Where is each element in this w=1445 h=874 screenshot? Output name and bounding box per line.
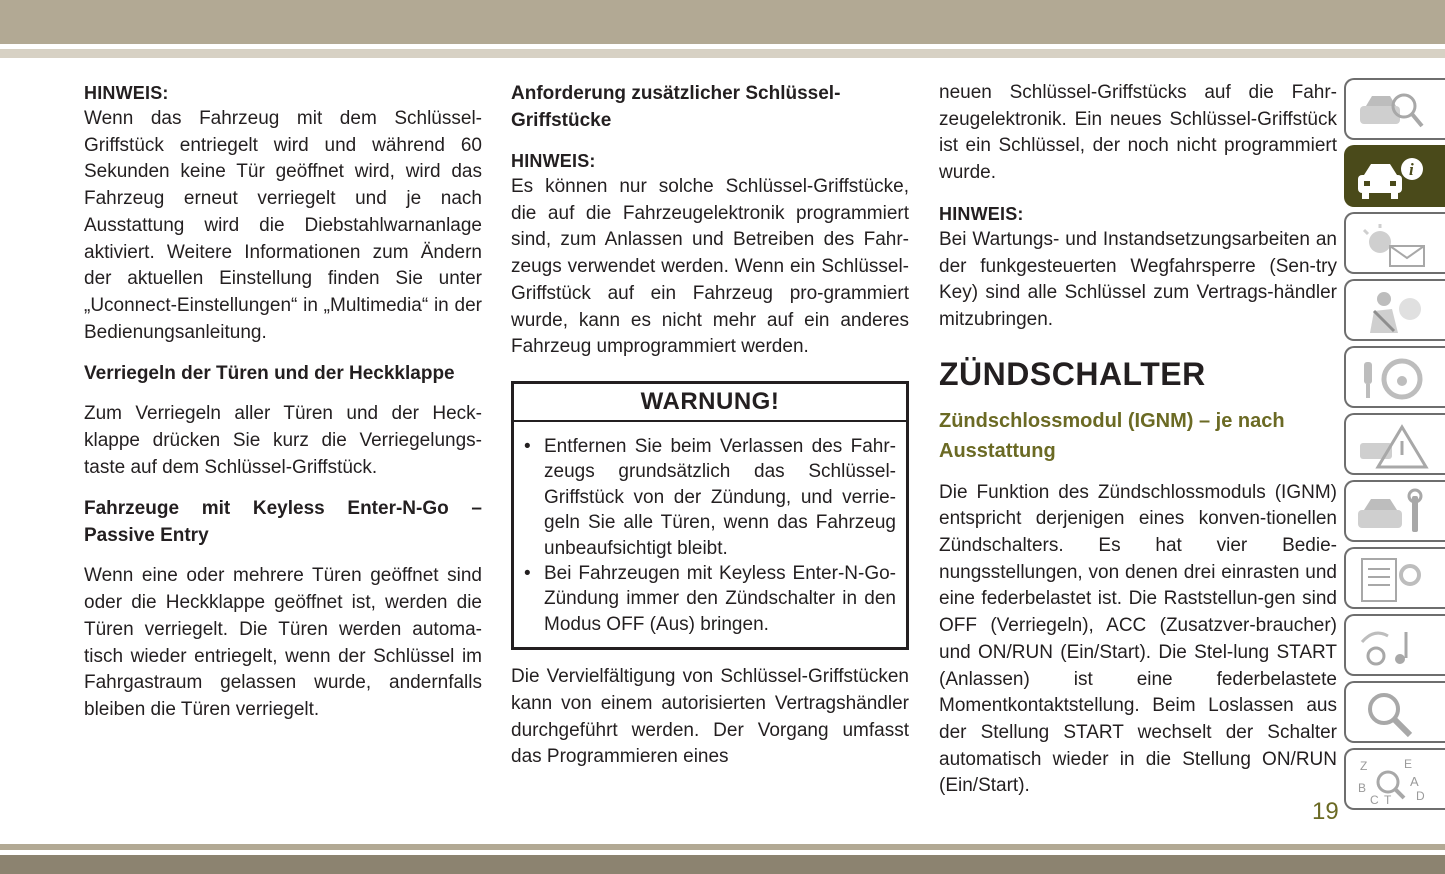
heading-lock-doors: Verriegeln der Türen und der Heckklappe xyxy=(84,363,455,385)
tab-index[interactable] xyxy=(1344,748,1445,810)
tab-instrument-panel[interactable] xyxy=(1344,212,1445,274)
tab-emergency[interactable] xyxy=(1344,413,1445,475)
tab-customer-assistance[interactable] xyxy=(1344,681,1445,743)
warning-title: WARNUNG! xyxy=(514,384,906,422)
index-letter: D xyxy=(1416,789,1425,803)
index-letter: A xyxy=(1410,774,1419,789)
tab-starting-operating[interactable] xyxy=(1344,346,1445,408)
paragraph-continued: neuen Schlüssel-Griffstücks auf die Fahr-zeugelektronik. Ein neues Schlüssel-Griffstück ist ein Schlüssel, der noch nicht programmiert wurde. xyxy=(939,82,1337,184)
page-number: 19 xyxy=(1312,798,1339,825)
tab-servicing-maintenance[interactable] xyxy=(1344,480,1445,542)
top-band xyxy=(0,0,1445,44)
index-letter: T xyxy=(1384,793,1392,806)
tab-dashboard-lookup[interactable] xyxy=(1344,78,1445,140)
heading-additional-keys: Anforderung zusätzlicher Schlüssel-Griffstücke xyxy=(511,83,841,131)
column-1 xyxy=(84,80,482,724)
warning-list xyxy=(514,422,906,647)
subsection-title: Zündschlossmodul (IGNM) – je nach Ausstattung xyxy=(939,409,1285,462)
index-letter: C xyxy=(1370,793,1379,806)
bottom-band-line xyxy=(0,844,1445,850)
tab-technical-specifications[interactable] xyxy=(1344,547,1445,609)
index-letter: E xyxy=(1404,757,1413,771)
index-letter: Z xyxy=(1360,759,1368,773)
column-2 xyxy=(511,80,909,771)
svg-text:i: i xyxy=(1409,160,1414,179)
paragraph-keyless-entry: Wenn eine oder mehrere Türen geöffnet sind oder die Heckklappe geöffnet ist, werden die Türen verriegelt. Die Türen werden automa-tisch wieder entriegelt, wenn der Schlüssel im Fahrgastraum gelassen wurde, andernfalls bleiben die Türen verriegelt. xyxy=(84,565,482,720)
bullet-icon: • xyxy=(524,435,531,457)
bottom-band xyxy=(0,855,1445,874)
tab-multimedia[interactable] xyxy=(1344,614,1445,676)
warning-item: • Entfernen Sie beim Verlassen des Fahr-zeugs grundsätzlich das Schlüssel-Griffstück von der Zündung, und verrie-geln Sie alle Türen, wenn das Fahrzeug unbeaufsichtigt bleibt. xyxy=(524,435,896,559)
note-text: Wenn das Fahrzeug mit dem Schlüssel-Griffstück entriegelt wird und während 60 Sekunden keine Tür geöffnet wird, wird das Fahrzeug erneut verriegelt und je nach Ausstattung wird die Diebstahlwarnanlage aktiviert. Weitere Informationen zum Ändern der aktuellen Einstellung finden Sie unter „Uconnect-Einstellungen“ in „Multimedia“ in der Bedienungsanleitung. xyxy=(84,108,482,343)
paragraph-duplication: Die Vervielfältigung von Schlüssel-Griffstücken kann von einem autorisierten Vertragshändler durchgeführt werden. Der Vorgang umfasst das Programmieren eines xyxy=(511,666,909,768)
section-title: ZÜNDSCHALTER xyxy=(939,355,1206,392)
car-info-icon xyxy=(1354,153,1432,203)
tab-safety[interactable] xyxy=(1344,279,1445,341)
column-3 xyxy=(939,80,1337,800)
note-label: HINWEIS: xyxy=(939,203,1024,224)
light-message-icon xyxy=(1354,220,1432,270)
seatbelt-airbag-icon xyxy=(1354,287,1432,337)
music-note-icon xyxy=(1354,622,1432,672)
car-wrench-icon xyxy=(1354,488,1432,538)
magnifier-icon xyxy=(1354,689,1432,739)
tab-getting-to-know-vehicle[interactable] xyxy=(1344,145,1445,207)
top-band-line xyxy=(0,49,1445,58)
key-steering-wheel-icon xyxy=(1354,354,1432,404)
warning-item: • Bei Fahrzeugen mit Keyless Enter-N-Go-Zündung immer den Zündschalter in den Modus OFF (Aus) bringen. xyxy=(524,562,896,635)
index-letter: B xyxy=(1358,781,1367,795)
warning-box xyxy=(511,381,909,650)
paragraph-ignition: Die Funktion des Zündschlossmoduls (IGNM) entspricht derjenigen eines konven-tionellen Zündschalters. Es hat vier Bedie-nungsstellungen, von denen drei einrasten und eine federbelastet ist. Die Raststellun-gen sind OFF (Verriegeln), ACC (Zusatzver-braucher) und ON/RUN (Ein/Start). Die Stel-lung START (Anlassen) ist eine federbelastete Momentkontaktstellung. Beim Loslassen aus der Stellung START wechselt der Schalter automatisch wieder in die Stellung ON/RUN (Ein/Start). xyxy=(939,481,1337,797)
bullet-icon: • xyxy=(524,562,531,584)
note-label: HINWEIS: xyxy=(511,151,596,171)
heading-keyless-entry: Fahrzeuge mit Keyless Enter-N-Go – Passive Entry xyxy=(84,498,482,547)
warning-triangle-icon xyxy=(1354,421,1432,471)
note-label: HINWEIS: xyxy=(84,83,169,103)
list-gear-icon xyxy=(1354,555,1432,605)
note-text: Bei Wartungs- und Instandsetzungsarbeiten an der funkgesteuerten Wegfahrsperre (Sen-try Key) sind alle Schlüssel zum Vertrags-händler mitzubringen. xyxy=(939,228,1337,330)
car-magnifier-icon xyxy=(1354,86,1432,136)
index-letters-icon xyxy=(1354,756,1432,806)
paragraph-lock-doors: Zum Verriegeln aller Türen und der Heck-klappe drücken Sie kurz die Verriegelungs-taste auf dem Schlüssel-Griffstück. xyxy=(84,403,482,478)
note-text: Es können nur solche Schlüssel-Griffstücke, die auf die Fahrzeugelektronik programmiert sind, zum Anlassen und Betreiben des Fahr-zeugs verwendet werden. Wenn ein Schlüssel-Griffstück auf ein Fahrzeug pro-grammiert wurde, kann es nicht mehr auf ein anderes Fahrzeug umprogrammiert werden. xyxy=(511,176,909,358)
